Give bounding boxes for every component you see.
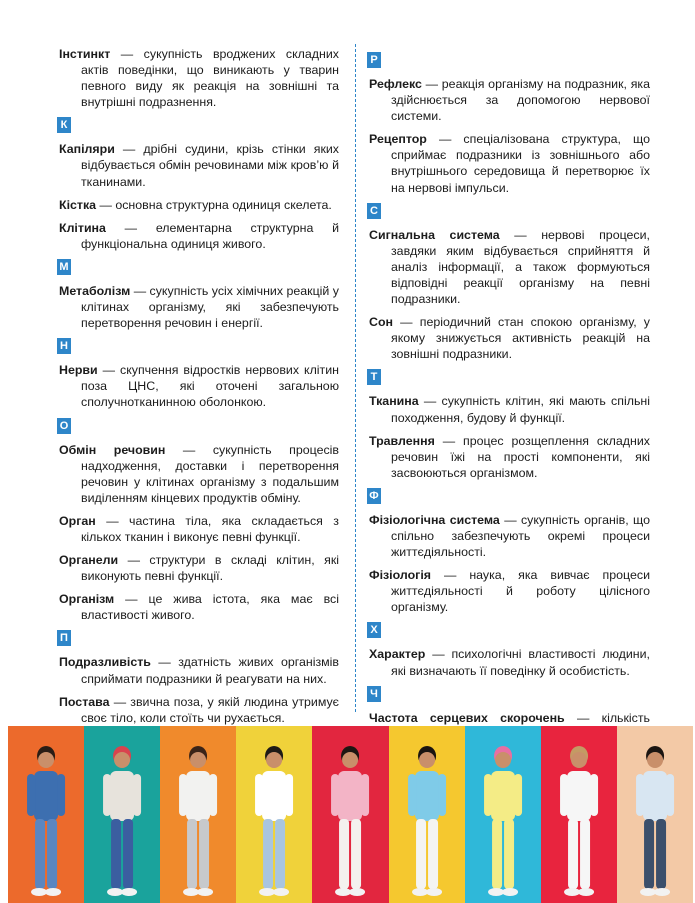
glossary-term: Нерви — [59, 363, 98, 378]
glossary-definition: — сукупність клітин, які мають спільні походження, будову й функції. — [391, 394, 650, 425]
student-figure — [160, 726, 236, 903]
glossary-definition: — звична поза, у якій людина утримує своє тіло, коли стоїть чи рухається. — [81, 694, 339, 725]
glossary-term: Частота серцевих скорочень — [369, 710, 565, 725]
photo-panel — [8, 726, 84, 903]
glossary-entry — [369, 131, 650, 195]
photo-panel — [389, 726, 465, 903]
glossary-term: Рефлекс — [369, 77, 422, 91]
glossary-entry — [369, 433, 650, 481]
alphabet-letter-marker: М — [57, 259, 71, 275]
glossary-term: Інстинкт — [59, 47, 111, 61]
glossary-entry — [59, 46, 339, 110]
glossary-term: Капіляри — [59, 142, 115, 157]
glossary-definition: — реакція організму на подразник, яка здійснюється за допомогою нервової системи. — [391, 77, 650, 124]
glossary-entry — [59, 591, 339, 623]
glossary-term: Травлення — [369, 433, 435, 448]
glossary-definition: — скупчення відростків нервових клітин поза ЦНС, які оточені загальною сполучнотканинною оболонкою. — [81, 363, 339, 410]
photo-panel — [617, 726, 693, 903]
glossary-definition: — кількість — [576, 710, 651, 725]
glossary-term: Тканина — [369, 394, 419, 409]
photo-panel — [160, 726, 236, 903]
photo-panel — [236, 726, 312, 903]
photo-panel — [465, 726, 541, 903]
alphabet-letter-marker: Т — [367, 369, 381, 385]
glossary-left-column — [59, 46, 339, 804]
glossary-entry — [59, 283, 339, 331]
photo-panel — [541, 726, 617, 903]
student-figure — [465, 726, 541, 903]
glossary-term: Сон — [369, 315, 394, 330]
glossary-term: Метаболізм — [59, 283, 131, 298]
glossary-definition: — дрібні судини, крізь стінки яких відбувається обмін речовинами між кров’ю й тканинами. — [81, 142, 339, 189]
glossary-entry — [59, 442, 339, 506]
glossary-entry — [59, 552, 339, 584]
alphabet-letter-marker: П — [57, 630, 71, 646]
glossary-definition: — частина тіла, яка складається з кількох тканин і виконує певні функції. — [81, 513, 339, 544]
glossary-entry — [59, 141, 339, 189]
glossary-definition: — наука, яка вивчає процеси життєдіяльності й роботу цілісного організму. — [391, 568, 650, 615]
glossary-definition: — сукупність органів, що спільно забезпечують окремі процеси життєдіяльності. — [391, 512, 650, 560]
glossary-entry — [369, 512, 650, 560]
glossary-entry — [59, 654, 339, 686]
glossary-definition: — нервові процеси, завдяки яким відбувається сприйняття й аналіз інформації, а також формуються відповідні реакції організму на певні подразники. — [391, 227, 650, 307]
glossary-term: Орган — [59, 513, 96, 528]
alphabet-letter-marker: О — [57, 418, 71, 434]
photo-panel — [312, 726, 388, 903]
glossary-definition: — основна структурна одиниця скелета. — [96, 197, 332, 212]
glossary-right-column — [369, 46, 650, 836]
alphabet-letter-marker: К — [57, 117, 71, 133]
glossary-entry — [59, 513, 339, 545]
glossary-entry — [59, 694, 339, 726]
alphabet-letter-marker: Х — [367, 622, 381, 638]
photo-panel — [84, 726, 160, 903]
glossary-term: Подразливість — [59, 655, 151, 670]
glossary-entry — [369, 227, 650, 307]
glossary-definition: — спеціалізована структура, що сприймає подразники із зовнішнього або внутрішнього середовища й перетворює їх на нервові імпульси. — [391, 132, 650, 195]
student-figure — [312, 726, 388, 903]
glossary-term: Організм — [59, 592, 115, 607]
glossary-term: Постава — [59, 694, 110, 709]
glossary-term: Клітина — [59, 220, 106, 235]
glossary-entry — [369, 393, 650, 425]
glossary-term: Характер — [369, 647, 426, 662]
glossary-term: Обмін речовин — [59, 442, 166, 457]
alphabet-letter-marker: Ч — [367, 686, 381, 702]
glossary-term: Сигнальна система — [369, 227, 500, 242]
student-figure — [617, 726, 693, 903]
student-figure — [84, 726, 160, 903]
alphabet-letter-marker: С — [367, 203, 381, 219]
glossary-definition: — здатність живих організмів сприймати подразники й реагувати на них. — [81, 655, 339, 686]
alphabet-letter-marker: Н — [57, 338, 71, 354]
glossary-definition: — періодичний стан спокою організму, у якому знижується активність реакцій на зовнішні подразники. — [391, 315, 650, 362]
glossary-definition: — психологічні властивості людини, які визначають її поведінку й особистість. — [391, 647, 650, 678]
glossary-definition: — це жива істота, яка має всі властивості живого. — [81, 592, 339, 623]
alphabet-letter-marker: Р — [367, 52, 381, 68]
alphabet-letter-marker: Ф — [367, 488, 381, 504]
column-divider — [355, 44, 356, 712]
students-photo-strip — [8, 726, 693, 903]
glossary-entry — [369, 76, 650, 124]
glossary-term: Фізіологія — [369, 568, 431, 583]
glossary-definition: — процес розщеплення складних речовин їжі на прості компоненти, які засвоюються організмом. — [391, 433, 650, 480]
glossary-entry — [59, 220, 339, 252]
glossary-term: Фізіологічна система — [369, 512, 500, 527]
glossary-term: Органели — [59, 553, 119, 568]
glossary-entry — [369, 314, 650, 362]
student-figure — [8, 726, 84, 903]
glossary-definition: — елементарна структурна й функціональна одиниця живого. — [81, 220, 339, 251]
student-figure — [389, 726, 465, 903]
glossary-entry — [59, 197, 339, 213]
glossary-definition: — сукупність процесів надходження, доставки і перетворення речовин у клітинах організму з подальшим виділенням кінцевих продуктів обміну. — [81, 442, 340, 505]
glossary-definition: — структури в складі клітин, які виконують певні функції. — [81, 553, 339, 584]
student-figure — [236, 726, 312, 903]
glossary-entry — [369, 646, 650, 678]
glossary-term: Кістка — [59, 197, 97, 212]
glossary-entry — [369, 567, 650, 615]
glossary-definition: — сукупність усіх хімічних реакцій у клітинах організму, які забезпечують перетворення речовин і енергії. — [81, 283, 339, 331]
glossary-term: Рецептор — [369, 132, 427, 147]
glossary-entry — [59, 362, 339, 410]
student-figure — [541, 726, 617, 903]
glossary-definition: — сукупність вроджених складних актів поведінки, що виникають у тварин певного виду як реакція на зовнішні та внутрішні подразнення. — [81, 47, 339, 110]
